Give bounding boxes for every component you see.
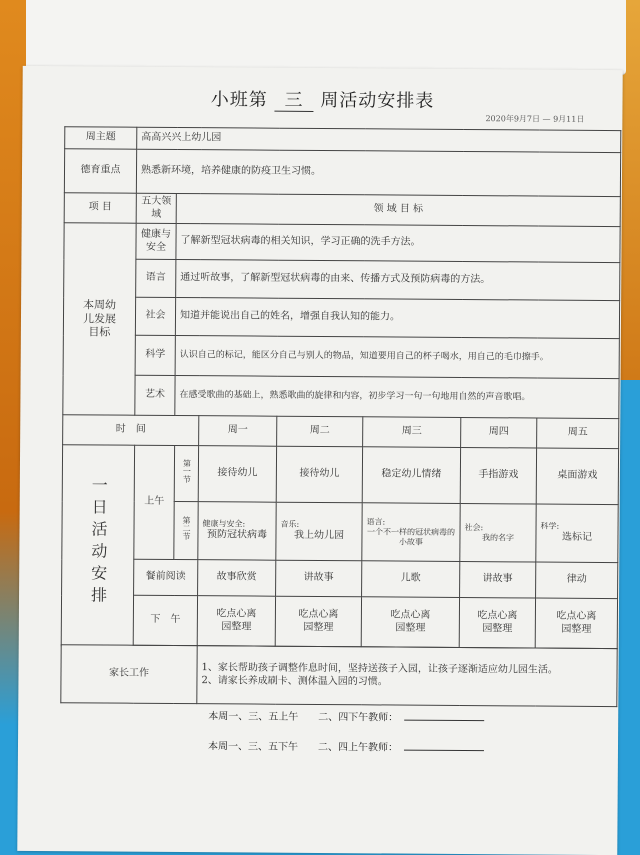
parents-items — [197, 646, 617, 707]
morning-label: 上午 — [134, 445, 175, 559]
moral-row — [64, 149, 620, 197]
afternoon-row — [61, 595, 617, 649]
time-label: 时 间 — [63, 415, 199, 446]
domains-label: 五大领域 — [136, 193, 176, 223]
activity-cell: 稳定幼儿情绪 — [362, 447, 460, 504]
activity-cell: 健康与安全: 预防冠状病毒 — [198, 502, 276, 561]
activity-cell: 社会: 我的名字 — [460, 503, 536, 562]
schedule-table — [60, 126, 621, 707]
schedule-sheet — [17, 66, 622, 855]
goal-row — [63, 375, 619, 419]
activity-cell: 儿歌 — [362, 561, 460, 598]
activity-cell: 吃点心离园整理 — [361, 597, 459, 648]
schedule-group-label: 一日活动安排 — [61, 445, 134, 645]
parents-row — [61, 645, 617, 707]
goal-text: 通过听故事，了解新型冠状病毒的由来、传播方式及预防病毒的方法。 — [176, 259, 620, 300]
goal-domain: 语言 — [136, 259, 176, 297]
theme-label: 周主题 — [65, 127, 137, 150]
afternoon-label: 下 午 — [133, 595, 197, 645]
previous-sheet — [26, 0, 626, 75]
goal-domain: 科学 — [135, 335, 175, 375]
goals-header-row — [64, 193, 620, 227]
parents-item: 2、请家长养成刷卡、测体温入园的习惯。 — [201, 674, 388, 687]
morning-1-row — [62, 445, 618, 505]
day-header: 周四 — [461, 417, 537, 448]
moral-label: 德育重点 — [64, 149, 136, 194]
date-range: 2020年9月7日 — 9月11日 — [485, 114, 585, 124]
section2-label: 第二节 — [174, 501, 198, 559]
activity-cell: 故事欣赏 — [198, 560, 276, 597]
page-title — [22, 84, 622, 114]
activity-cell: 语言: 一个不一样的冠状病毒的小故事 — [362, 503, 460, 562]
goal-text: 了解新型冠状病毒的相关知识，学习正确的洗手方法。 — [176, 223, 620, 262]
activity-cell: 音乐: 我上幼儿园 — [276, 502, 362, 561]
day-header: 周五 — [537, 418, 619, 449]
activity-cell: 讲故事 — [276, 560, 362, 597]
title-prefix: 小班第 — [210, 89, 268, 111]
activity-cell: 桌面游戏 — [536, 448, 618, 505]
moral-value: 熟悉新环境，培养健康的防疫卫生习惯。 — [136, 149, 620, 196]
activity-cell: 讲故事 — [460, 561, 536, 598]
goals-header: 领 域 目 标 — [176, 193, 620, 226]
goal-domain: 社会 — [135, 297, 175, 335]
activity-cell: 吃点心离园整理 — [459, 597, 535, 648]
activity-cell: 律动 — [536, 562, 618, 599]
signature-line-1: 本周一、三、五上午 二、四下午教师： — [208, 707, 484, 724]
goal-row — [63, 335, 619, 379]
project-label: 项 目 — [64, 193, 136, 224]
title-suffix: 周活动安排表 — [320, 89, 435, 112]
activity-cell: 吃点心离园整理 — [197, 596, 275, 647]
activity-cell: 吃点心离园整理 — [275, 596, 361, 647]
goal-row — [64, 259, 620, 301]
goal-domain: 艺术 — [135, 375, 175, 415]
week-number: 三 — [274, 90, 313, 112]
reading-row — [62, 559, 618, 599]
parents-label: 家长工作 — [61, 645, 197, 704]
activity-cell: 吃点心离园整理 — [535, 598, 617, 649]
days-header-row — [63, 415, 619, 449]
goals-group-label: 本周幼儿发展目标 — [63, 223, 136, 415]
day-header: 周二 — [277, 416, 363, 447]
activity-cell: 科学: 选标记 — [536, 504, 618, 563]
activity-cell: 接待幼儿 — [198, 446, 276, 503]
activity-cell: 接待幼儿 — [276, 446, 362, 503]
theme-value: 高高兴兴上幼儿园 — [137, 127, 621, 152]
goal-row — [63, 297, 619, 339]
goal-text: 在感受歌曲的基础上，熟悉歌曲的旋律和内容，初步学习一句一句地用自然的声音歌唱。 — [175, 375, 619, 418]
goal-text: 知道并能说出自己的姓名，增强自我认知的能力。 — [175, 297, 619, 338]
day-header: 周一 — [199, 416, 277, 447]
activity-cell: 手指游戏 — [460, 447, 536, 504]
day-header: 周三 — [363, 417, 461, 448]
section1-label: 第一节 — [174, 445, 198, 501]
signature-line-2: 本周一、三、五下午 二、四上午教师： — [208, 737, 484, 754]
goal-domain: 健康与安全 — [136, 223, 176, 259]
reading-label: 餐前阅读 — [134, 559, 198, 595]
goal-text: 认识自己的标记，能区分自己与别人的物品，知道要用自己的杯子喝水，用自己的毛巾擦手。 — [175, 335, 619, 378]
parents-item: 1、家长帮助孩子调整作息时间，坚持送孩子入园，让孩子逐渐适应幼儿园生活。 — [201, 662, 558, 676]
goal-row — [64, 223, 620, 263]
